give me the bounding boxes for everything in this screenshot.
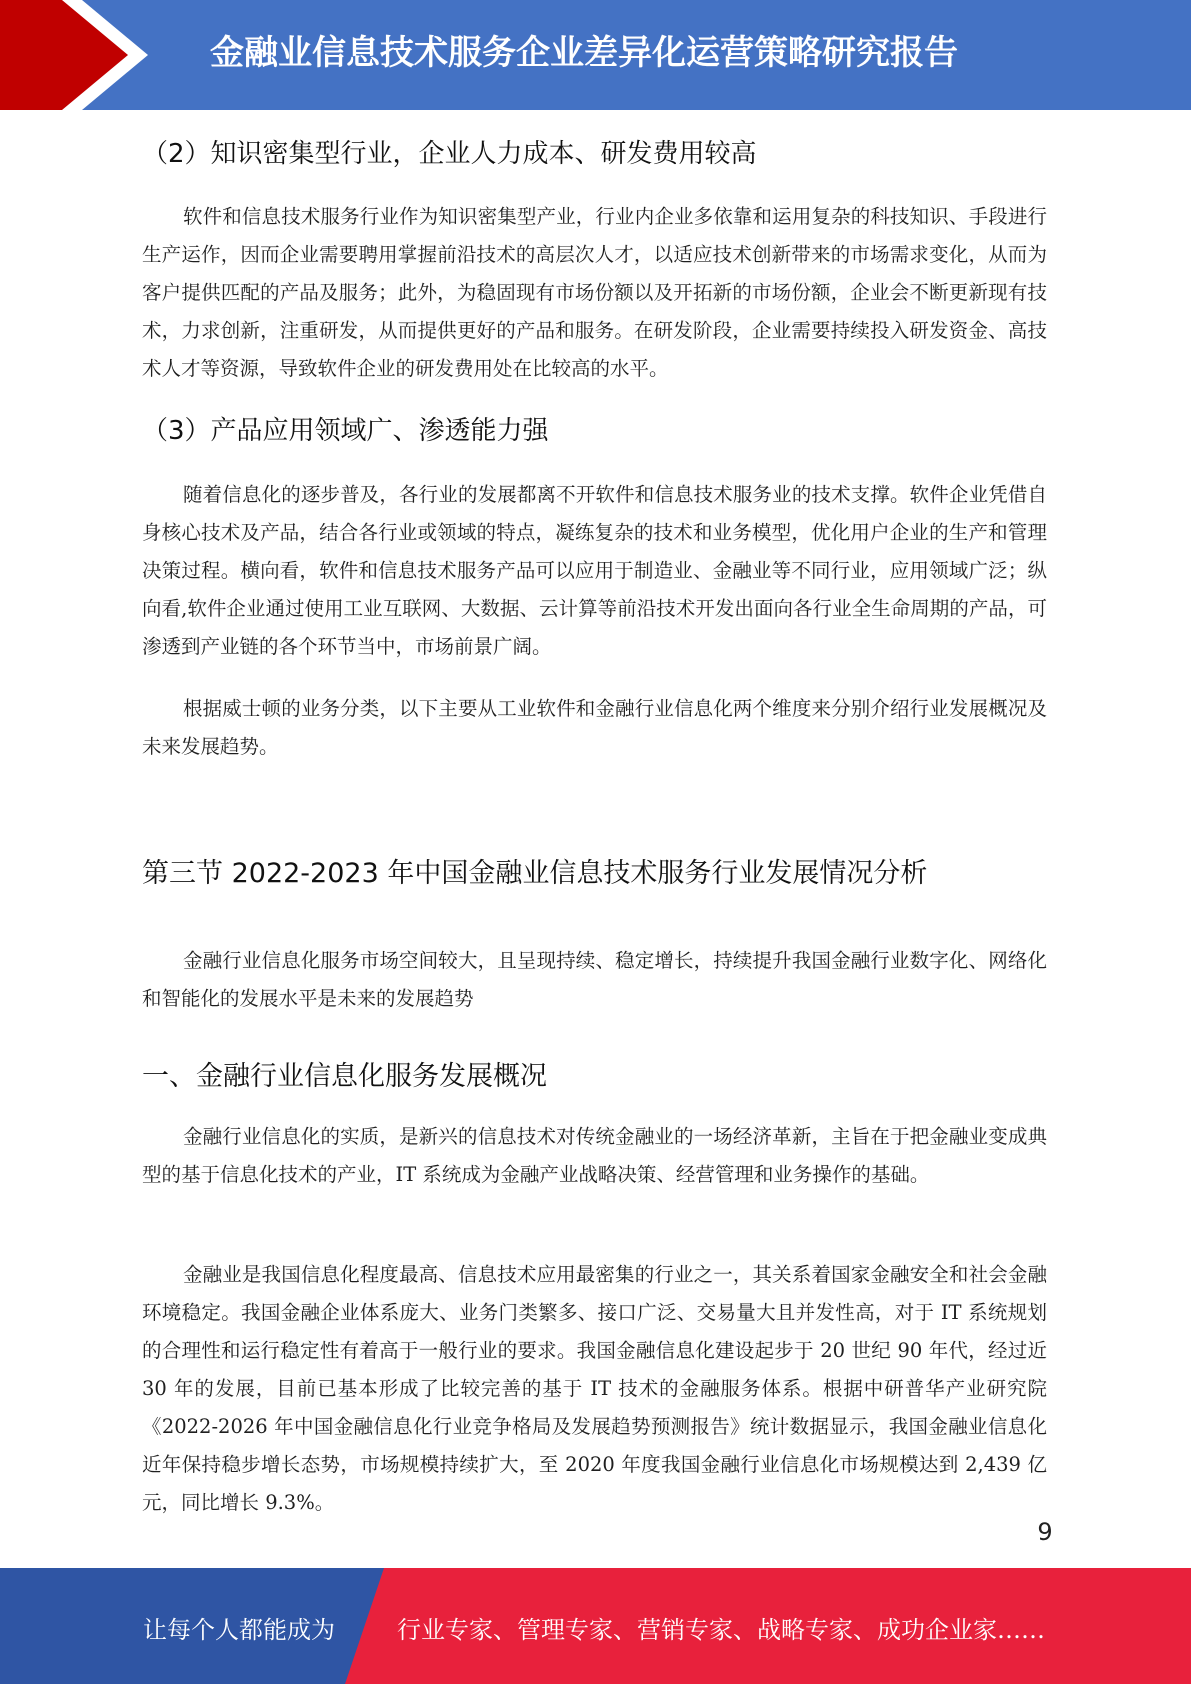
- subheading-knowledge-intensive: （2）知识密集型行业，企业人力成本、研发费用较高: [142, 139, 757, 169]
- paragraph-application-fields: 随着信息化的逐步普及，各行业的发展都离不开软件和信息技术服务业的技术支撑。软件企业凭借自身核心技术及产品，结合各行业或领域的特点，凝练复杂的技术和业务模型，优化用户企业的生产和管理决策过程。横向看，软件和信息技术服务产品可以应用于制造业、金融业等不同行业，应用领域广泛；纵向看,软件企业通过使用工业互联网、大数据、云计算等前沿技术开发出面向各行业全生命周期的产品，可渗透到产业链的各个环节当中，市场前景广阔。: [142, 483, 1047, 658]
- page-header: [0, 0, 1191, 110]
- page-number: 9: [1037, 1518, 1053, 1546]
- section-title: 第三节 2022-2023 年中国金融业信息技术服务行业发展情况分析: [142, 858, 928, 889]
- report-title: 金融业信息技术服务企业差异化运营策略研究报告: [210, 33, 958, 73]
- footer-slogan-left: 让每个人都能成为: [143, 1616, 335, 1644]
- subheading-application-fields: （3）产品应用领域广、渗透能力强: [142, 416, 549, 446]
- heading-financial-it-overview: 一、金融行业信息化服务发展概况: [142, 1061, 547, 1092]
- paragraph-section-intro: 金融行业信息化服务市场空间较大，且呈现持续、稳定增长，持续提升我国金融行业数字化、网络化和智能化的发展水平是未来的发展趋势: [142, 949, 1047, 1010]
- paragraph-financial-it-essence: 金融行业信息化的实质，是新兴的信息技术对传统金融业的一场经济革新，主旨在于把金融业变成典型的基于信息化技术的产业，IT 系统成为金融产业战略决策、经营管理和业务操作的基础。: [142, 1125, 1047, 1186]
- paragraph-business-classification: 根据威士顿的业务分类，以下主要从工业软件和金融行业信息化两个维度来分别介绍行业发展概况及未来发展趋势。: [142, 697, 1047, 758]
- paragraph-financial-it-market: 金融业是我国信息化程度最高、信息技术应用最密集的行业之一，其关系着国家金融安全和社会金融环境稳定。我国金融企业体系庞大、业务门类繁多、接口广泛、交易量大且并发性高，对于 IT 系统规划的合理性和运行稳定性有着高于一般行业的要求。我国金融信息化建设起步于 20 世纪 90 年代，经过近 30 年的发展，目前已基本形成了比较完善的基于 IT 技术的金融服务体系。根据中研普华产业研究院《2022-2026 年中国金融信息化行业竞争格局及发展趋势预测报告》统计数据显示，我国金融业信息化近年保持稳步增长态势，市场规模持续扩大，至 2020 年度我国金融行业信息化市场规模达到 2,439 亿元，同比增长 9.3%。: [142, 1263, 1047, 1514]
- page-footer: [0, 1568, 1191, 1684]
- footer-slogan-right: 行业专家、管理专家、营销专家、战略专家、成功企业家……: [397, 1616, 1045, 1644]
- paragraph-knowledge-intensive: 软件和信息技术服务行业作为知识密集型产业，行业内企业多依靠和运用复杂的科技知识、手段进行生产运作，因而企业需要聘用掌握前沿技术的高层次人才，以适应技术创新带来的市场需求变化，从而为客户提供匹配的产品及服务；此外，为稳固现有市场份额以及开拓新的市场份额，企业会不断更新现有技术，力求创新，注重研发，从而提供更好的产品和服务。在研发阶段，企业需要持续投入研发资金、高技术人才等资源，导致软件企业的研发费用处在比较高的水平。: [142, 205, 1047, 380]
